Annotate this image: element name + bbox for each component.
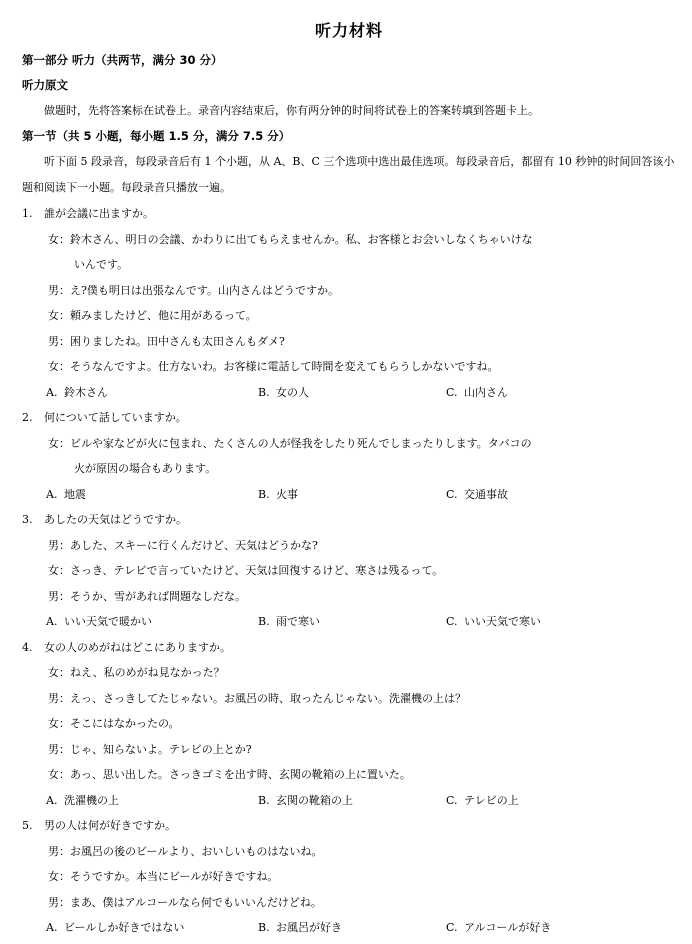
dialogue-text: ビルや家などが火に包まれ、たくさんの人が怪我をしたり死んでしまったりします。タバコの xyxy=(70,436,532,450)
option-key: B. xyxy=(258,385,270,399)
option-a xyxy=(46,788,119,814)
dialogue-line xyxy=(22,890,676,916)
answer-options xyxy=(22,380,676,406)
option-key: C. xyxy=(446,615,458,628)
dialogue-line xyxy=(22,660,676,686)
option-text: 鈴木さん xyxy=(64,385,108,399)
option-text: テレビの上 xyxy=(464,793,519,807)
dialogue-line xyxy=(22,584,676,610)
option-text: 山内さん xyxy=(464,385,508,399)
question-text: 男の人は何が好きですか。 xyxy=(44,819,176,832)
speaker-label: 女： xyxy=(48,768,70,781)
question-number: 4. xyxy=(22,640,33,654)
option-text: 玄関の靴箱の上 xyxy=(276,793,353,807)
dialogue-line xyxy=(22,329,676,355)
option-key: B. xyxy=(258,793,270,807)
question-number: 3. xyxy=(22,513,33,526)
speaker-label: 男： xyxy=(48,283,70,297)
question-block xyxy=(22,507,676,635)
option-key: C. xyxy=(446,921,458,934)
option-c xyxy=(446,380,508,406)
option-a xyxy=(46,482,86,508)
question-text: あしたの天気はどうですか。 xyxy=(44,513,187,526)
dialogue-line xyxy=(22,278,676,304)
option-key: A. xyxy=(46,615,58,628)
part-heading: 第一部分 听力（共两节，满分 30 分） xyxy=(22,53,223,67)
answer-options xyxy=(22,788,676,814)
speaker-label: 女： xyxy=(48,436,70,450)
speaker-label: 男： xyxy=(48,895,70,909)
dialogue-line xyxy=(22,711,676,737)
option-c xyxy=(446,482,508,508)
option-c xyxy=(446,915,551,941)
option-text: お風呂が好き xyxy=(276,921,342,934)
dialogue-text: 鈴木さん、明日の会議、かわりに出てもらえませんか。私、お客様とお会いしなくちゃいけな xyxy=(70,232,533,246)
speaker-label: 男： xyxy=(48,844,70,858)
question-prompt xyxy=(22,813,676,839)
speaker-label: 女： xyxy=(48,717,70,730)
option-key: C. xyxy=(446,793,458,807)
option-b xyxy=(258,788,353,814)
original-text-heading: 听力原文 xyxy=(22,78,68,92)
dialogue-text: 頼みましたけど、他に用があるって。 xyxy=(70,309,257,322)
dialogue-text: さっき、テレビで言っていたけど、天気は回復するけど、寒さは残るって。 xyxy=(70,564,444,577)
option-text: 女の人 xyxy=(276,385,309,399)
option-key: A. xyxy=(46,487,58,501)
option-key: A. xyxy=(46,385,58,399)
option-text: いい天気で暖かい xyxy=(64,615,152,628)
speaker-label: 男： xyxy=(48,742,70,756)
dialogue-text: まあ、僕はアルコールなら何でもいいんだけどね。 xyxy=(70,895,322,909)
dialogue-text: じゃ、知らないよ。テレビの上とか? xyxy=(70,742,252,756)
question-block xyxy=(22,635,676,814)
section-heading: 第一节（共 5 小题，每小题 1.5 分，满分 7.5 分） xyxy=(22,129,291,143)
dialogue-line xyxy=(22,839,676,865)
dialogue-text: あした、スキーに行くんだけど、天気はどうかな? xyxy=(70,538,318,552)
option-a xyxy=(46,609,152,635)
dialogue-text: え?僕も明日は出張なんです。山内さんはどうですか。 xyxy=(70,283,340,297)
dialogue-line xyxy=(22,533,676,559)
question-number: 2. xyxy=(22,411,33,424)
dialogue-line xyxy=(22,737,676,763)
dialogue-text: そうなんですよ。仕方ないわ。お客様に電話して時間を変えてもらうしかないですね。 xyxy=(70,360,499,373)
option-text: 雨で寒い xyxy=(276,615,320,628)
option-b xyxy=(258,915,342,941)
dialogue-line xyxy=(22,762,676,788)
question-number: 5. xyxy=(22,819,33,832)
option-text: 洗濯機の上 xyxy=(64,793,119,807)
dialogue-text: ねえ、私のめがね見なかった？ xyxy=(70,666,225,679)
option-key: A. xyxy=(46,793,58,807)
answer-options xyxy=(22,609,676,635)
speaker-label: 男： xyxy=(48,334,70,348)
dialogue-line xyxy=(22,686,676,712)
dialogue-text: お風呂の後のビールより、おいしいものはないね。 xyxy=(70,844,323,858)
question-number: 1. xyxy=(22,207,33,220)
page-title: 听力材料 xyxy=(314,21,383,40)
option-text: 火事 xyxy=(276,487,298,501)
dialogue-line xyxy=(22,864,676,890)
dialogue-line xyxy=(22,558,676,584)
question-block xyxy=(22,813,676,941)
option-a xyxy=(46,915,184,941)
option-key: C. xyxy=(446,487,458,501)
option-key: B. xyxy=(258,487,270,501)
question-prompt xyxy=(22,405,676,431)
section-instructions-paragraph: 听下面 5 段录音，每段录音后有 1 个小题，从 A、B、C 三个选项中选出最佳选项。每段录音后，都留有 10 秒钟的时间回答该小题和阅读下一小题。每段录音只播放一遍。 xyxy=(22,155,675,194)
question-block xyxy=(22,405,676,507)
option-a xyxy=(46,380,108,406)
option-text: 地震 xyxy=(64,487,86,501)
speaker-label: 男： xyxy=(48,691,70,705)
option-key: C. xyxy=(446,385,458,399)
option-b xyxy=(258,380,309,406)
question-prompt xyxy=(22,507,676,533)
dialogue-text: 困りましたね。田中さんも太田さんもダメ? xyxy=(70,334,285,348)
option-c xyxy=(446,609,541,635)
answer-options xyxy=(22,482,676,508)
question-text: 何について話していますか。 xyxy=(44,411,187,424)
dialogue-text: そうか、雪があれば問題なしだな。 xyxy=(70,589,246,603)
option-key: A. xyxy=(46,921,58,934)
speaker-label: 男： xyxy=(48,538,70,552)
option-text: いい天気で寒い xyxy=(464,615,541,628)
speaker-label: 女： xyxy=(48,309,70,322)
dialogue-text: そこにはなかったの。 xyxy=(70,717,180,730)
option-text: アルコールが好き xyxy=(464,921,552,934)
speaker-label: 女： xyxy=(48,360,70,373)
instructions-paragraph: 做题时，先将答案标在试卷上。录音内容结束后，你有两分钟的时间将试卷上的答案转填到答题卡上。 xyxy=(44,104,539,117)
dialogue-line xyxy=(22,431,676,457)
dialogue-text: えっ、さっきしてたじゃない。お風呂の時、取ったんじゃない。洗濯機の上は？ xyxy=(70,691,466,705)
question-text: 女の人のめがねはどこにありますか。 xyxy=(44,640,231,654)
speaker-label: 女： xyxy=(48,232,70,246)
question-block xyxy=(22,201,676,405)
option-text: 交通事故 xyxy=(464,487,508,501)
option-b xyxy=(258,482,298,508)
speaker-label: 女： xyxy=(48,870,70,883)
option-key: B. xyxy=(258,921,270,934)
question-prompt xyxy=(22,635,676,661)
dialogue-continuation: 火が原因の場合もあります。 xyxy=(74,462,217,475)
option-text: ビールしか好きではない xyxy=(64,921,185,934)
option-key: B. xyxy=(258,615,270,628)
dialogue-line xyxy=(22,303,676,329)
speaker-label: 女： xyxy=(48,666,70,679)
option-b xyxy=(258,609,320,635)
dialogue-continuation: いんです。 xyxy=(74,258,129,271)
dialogue-line xyxy=(22,227,676,253)
answer-options xyxy=(22,915,676,941)
dialogue-text: あっ、思い出した。さっきゴミを出す時、玄関の靴箱の上に置いた。 xyxy=(70,768,411,781)
speaker-label: 男： xyxy=(48,589,70,603)
question-prompt xyxy=(22,201,676,227)
dialogue-line xyxy=(22,354,676,380)
option-c xyxy=(446,788,519,814)
speaker-label: 女： xyxy=(48,564,70,577)
question-text: 誰が会議に出ますか。 xyxy=(44,207,154,220)
question-list xyxy=(22,201,676,941)
dialogue-text: そうですか。本当にビールが好きですね。 xyxy=(70,870,279,883)
